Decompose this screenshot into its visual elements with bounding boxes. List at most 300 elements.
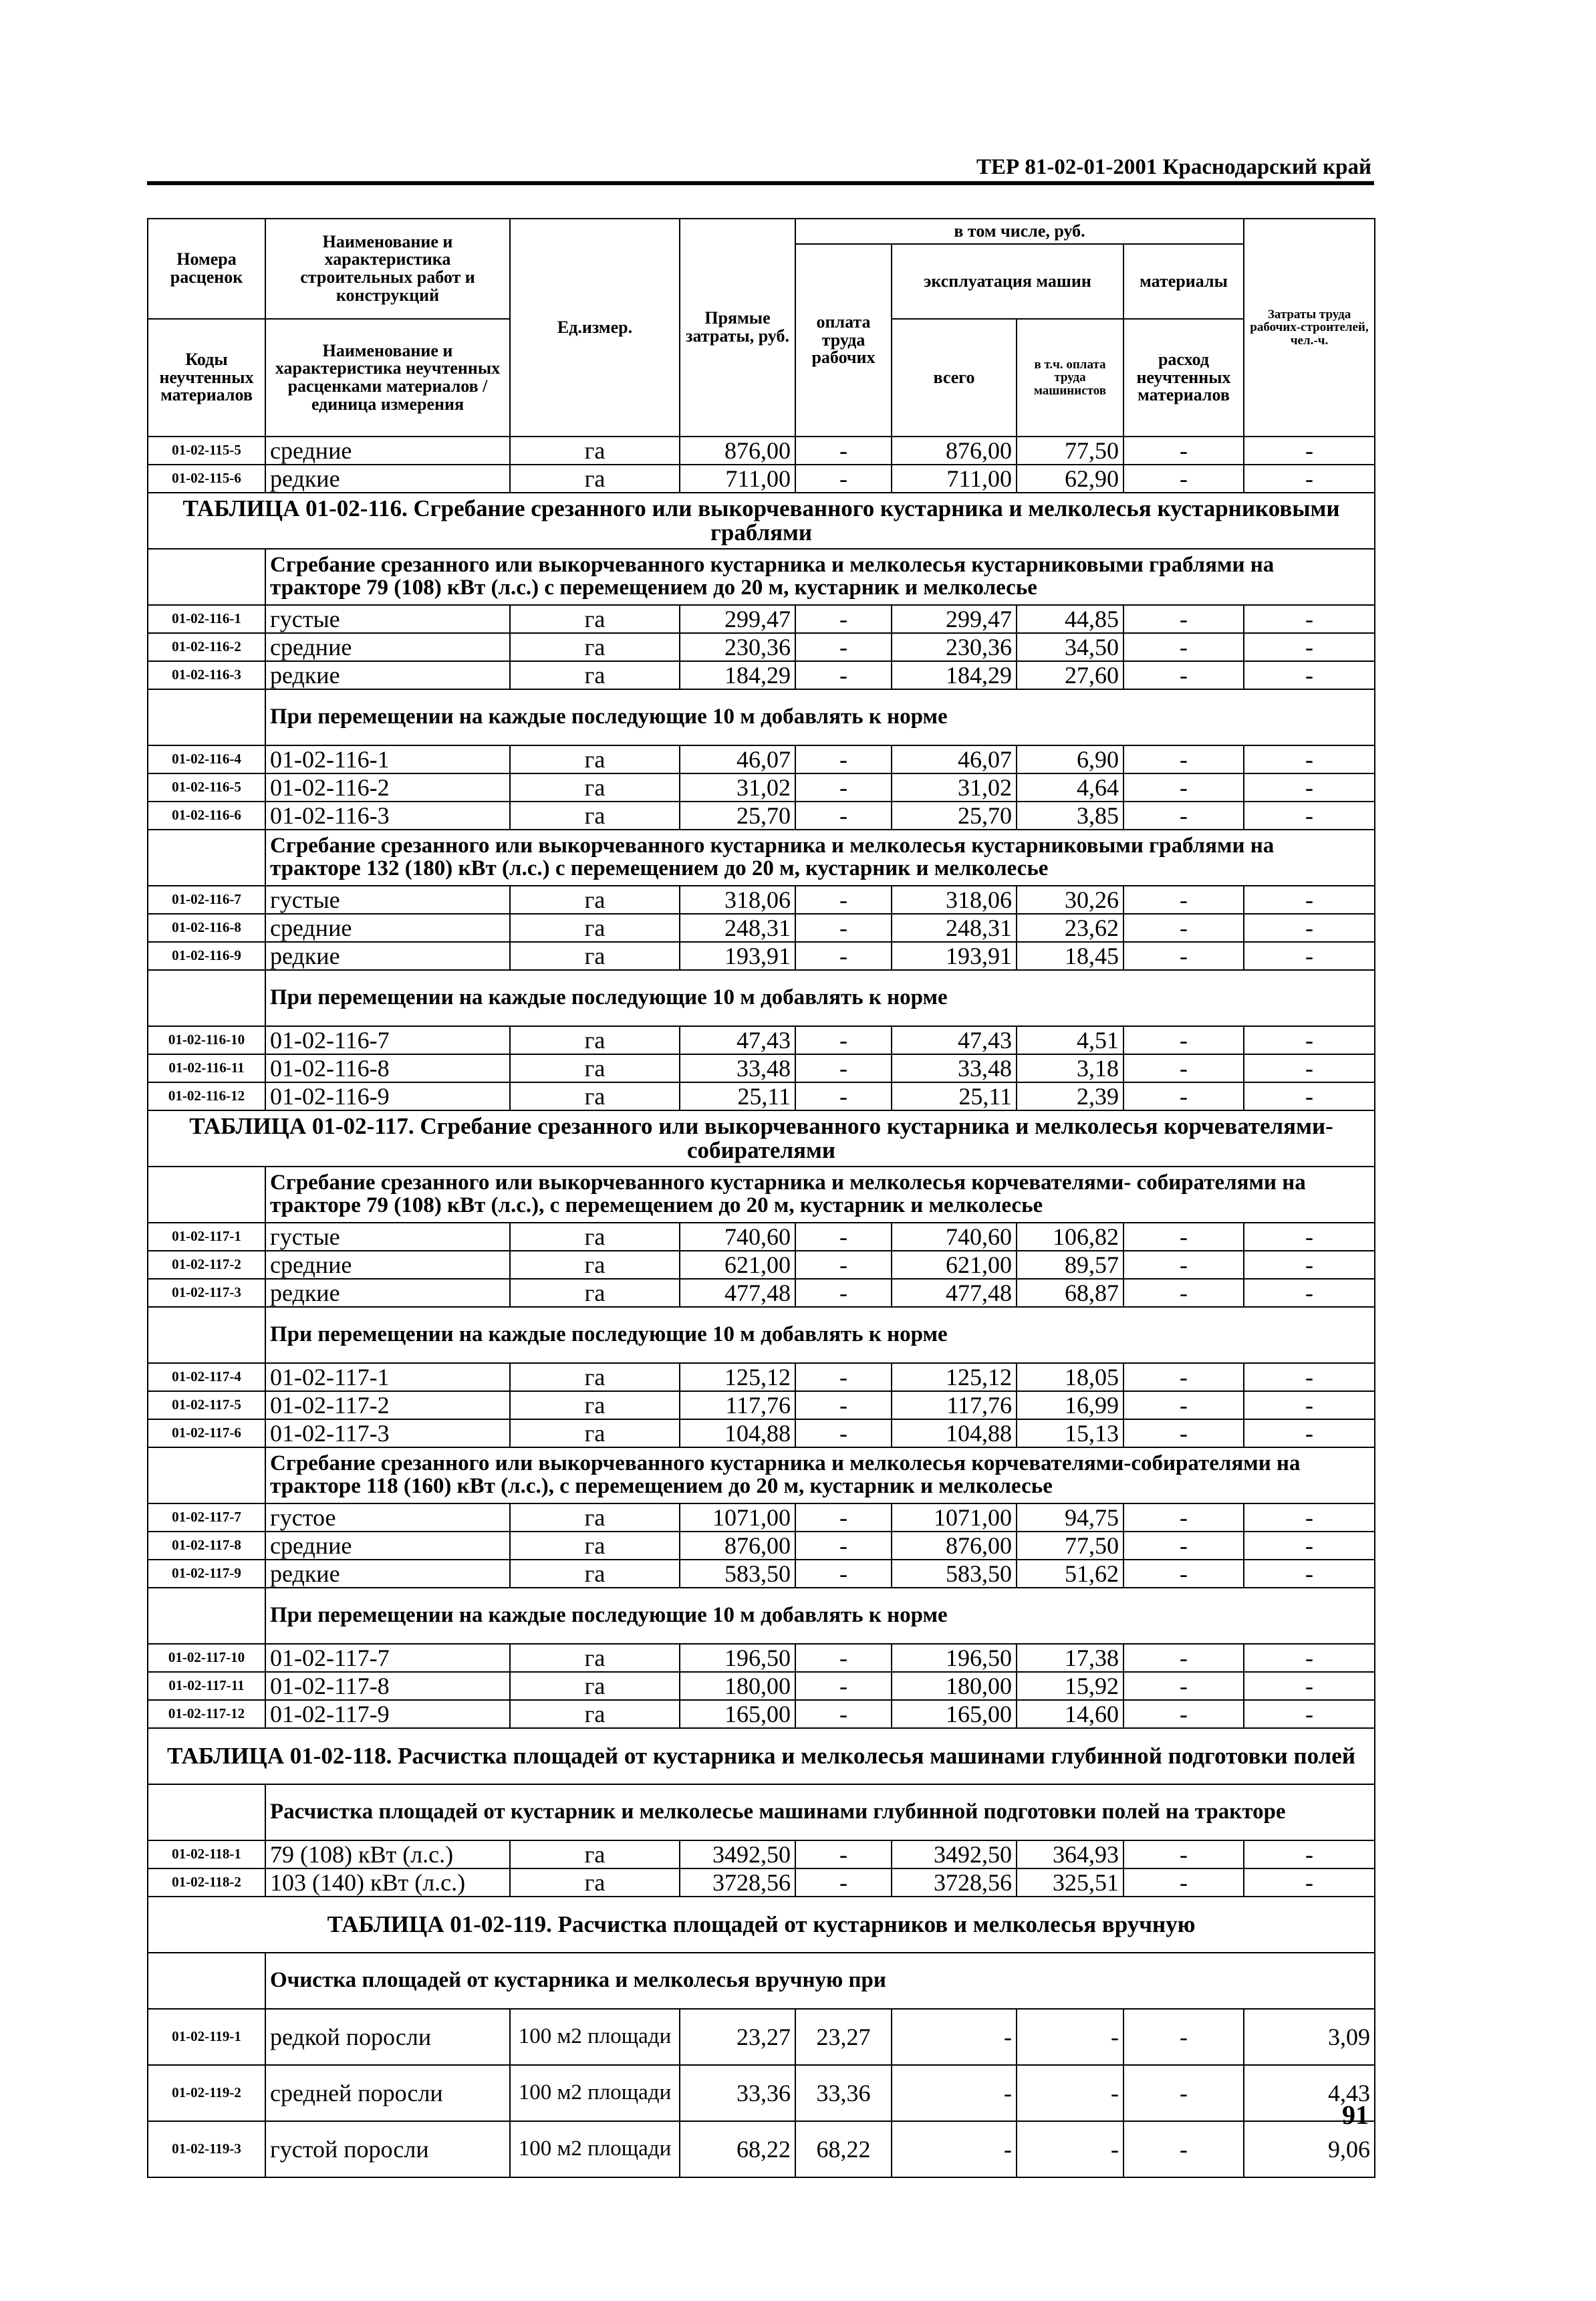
unit-cell: га: [510, 1868, 680, 1897]
labor-hours-cell: -: [1244, 1082, 1375, 1110]
drivers-pay-cell: 94,75: [1017, 1503, 1123, 1532]
empty-cell: [148, 1588, 265, 1644]
table-section-row: [148, 1110, 1375, 1167]
rate-code-cell: 01-02-117-8: [148, 1532, 265, 1560]
work-name-cell: редкие: [265, 942, 510, 970]
table-row: [148, 914, 1375, 942]
work-name-cell: 01-02-117-7: [265, 1644, 510, 1672]
materials-cell: -: [1123, 1223, 1244, 1251]
empty-cell: [148, 689, 265, 745]
col-consumption: расход неучтенных материалов: [1123, 319, 1244, 437]
unit-cell: га: [510, 802, 680, 830]
labor-hours-cell: -: [1244, 886, 1375, 914]
rate-code-cell: 01-02-116-7: [148, 886, 265, 914]
materials-cell: -: [1123, 1644, 1244, 1672]
labor-hours-cell: -: [1244, 1419, 1375, 1447]
unit-cell: га: [510, 1251, 680, 1279]
labor-pay-cell: -: [795, 1700, 892, 1728]
col-incl-drivers: в т.ч. оплата труда машинистов: [1017, 319, 1123, 437]
table-section-title: ТАБЛИЦА 01-02-118. Расчистка площадей от кустарника и мелколесья машинами глубинной подготовки полей: [148, 1728, 1375, 1784]
work-name-cell: средние: [265, 914, 510, 942]
unit-cell: га: [510, 437, 680, 465]
unit-cell: га: [510, 1644, 680, 1672]
table-row: [148, 605, 1375, 633]
unit-cell: га: [510, 1026, 680, 1054]
table-row: [148, 1363, 1375, 1391]
unit-cell: га: [510, 773, 680, 802]
drivers-pay-cell: 17,38: [1017, 1644, 1123, 1672]
rate-code-cell: 01-02-117-5: [148, 1391, 265, 1419]
machines-total-cell: 583,50: [892, 1560, 1017, 1588]
direct-cost-cell: 711,00: [680, 465, 795, 493]
machines-total-cell: 47,43: [892, 1026, 1017, 1054]
machines-total-cell: 3728,56: [892, 1868, 1017, 1897]
drivers-pay-cell: 44,85: [1017, 605, 1123, 633]
labor-hours-cell: 9,06: [1244, 2121, 1375, 2177]
direct-cost-cell: 583,50: [680, 1560, 795, 1588]
direct-cost-cell: 196,50: [680, 1644, 795, 1672]
rate-code-cell: 01-02-115-6: [148, 465, 265, 493]
table-row: [148, 2121, 1375, 2177]
labor-hours-cell: -: [1244, 1644, 1375, 1672]
table-row: [148, 1672, 1375, 1700]
direct-cost-cell: 248,31: [680, 914, 795, 942]
work-name-cell: редкие: [265, 1279, 510, 1307]
materials-cell: -: [1123, 745, 1244, 773]
labor-hours-cell: -: [1244, 605, 1375, 633]
unit-cell: га: [510, 1419, 680, 1447]
col-labor: Затраты труда рабочих-строителей, чел.-ч.: [1244, 219, 1375, 437]
rate-code-cell: 01-02-117-4: [148, 1363, 265, 1391]
drivers-pay-cell: 2,39: [1017, 1082, 1123, 1110]
rate-code-cell: 01-02-116-8: [148, 914, 265, 942]
table-section-title: ТАБЛИЦА 01-02-117. Сгребание срезанного или выкорчеванного кустарника и мелколесья корчевателями-собирателями: [148, 1110, 1375, 1167]
machines-total-cell: 31,02: [892, 773, 1017, 802]
drivers-pay-cell: 16,99: [1017, 1391, 1123, 1419]
labor-pay-cell: -: [795, 1560, 892, 1588]
labor-pay-cell: -: [795, 633, 892, 661]
rates-table: [147, 218, 1375, 2178]
labor-pay-cell: -: [795, 1672, 892, 1700]
drivers-pay-cell: 77,50: [1017, 437, 1123, 465]
rate-code-cell: 01-02-118-2: [148, 1868, 265, 1897]
col-incl: в том числе, руб.: [795, 219, 1244, 244]
subsection-title: Сгребание срезанного или выкорчеванного кустарника и мелколесья корчевателями-собирателями на тракторе 118 (160) кВт (л.с.), с перемещением до 20 м, кустарник и мелколесье: [265, 1447, 1375, 1503]
table-row: [148, 437, 1375, 465]
col-code-bottom: Коды неучтенных материалов: [148, 319, 265, 437]
labor-hours-cell: -: [1244, 437, 1375, 465]
unit-cell: га: [510, 1279, 680, 1307]
labor-hours-cell: -: [1244, 942, 1375, 970]
labor-pay-cell: -: [795, 942, 892, 970]
empty-cell: [148, 1953, 265, 2009]
work-name-cell: 79 (108) кВт (л.с.): [265, 1840, 510, 1868]
direct-cost-cell: 621,00: [680, 1251, 795, 1279]
unit-cell: га: [510, 1532, 680, 1560]
drivers-pay-cell: 4,64: [1017, 773, 1123, 802]
materials-cell: -: [1123, 1532, 1244, 1560]
direct-cost-cell: 25,11: [680, 1082, 795, 1110]
table-row: [148, 661, 1375, 689]
materials-cell: -: [1123, 2065, 1244, 2121]
table-subheading-row: [148, 1588, 1375, 1644]
col-machines-total: всего: [892, 319, 1017, 437]
direct-cost-cell: 125,12: [680, 1363, 795, 1391]
direct-cost-cell: 68,22: [680, 2121, 795, 2177]
direct-cost-cell: 184,29: [680, 661, 795, 689]
materials-cell: -: [1123, 1503, 1244, 1532]
labor-hours-cell: -: [1244, 1560, 1375, 1588]
unit-cell: 100 м2 площади: [510, 2065, 680, 2121]
labor-hours-cell: -: [1244, 914, 1375, 942]
direct-cost-cell: 33,36: [680, 2065, 795, 2121]
direct-cost-cell: 193,91: [680, 942, 795, 970]
unit-cell: га: [510, 1560, 680, 1588]
table-row: [148, 1419, 1375, 1447]
table-row: [148, 942, 1375, 970]
table-row: [148, 886, 1375, 914]
work-name-cell: густой поросли: [265, 2121, 510, 2177]
drivers-pay-cell: 3,18: [1017, 1054, 1123, 1082]
unit-cell: га: [510, 1700, 680, 1728]
work-name-cell: редкой поросли: [265, 2009, 510, 2065]
labor-pay-cell: -: [795, 1223, 892, 1251]
table-section-title: ТАБЛИЦА 01-02-116. Сгребание срезанного или выкорчеванного кустарника и мелколесья кустарниковыми граблями: [148, 493, 1375, 549]
unit-cell: га: [510, 942, 680, 970]
table-subheading-row: [148, 1784, 1375, 1840]
table-subheading-row: [148, 1953, 1375, 2009]
subsection-title: При перемещении на каждые последующие 10 м добавлять к норме: [265, 970, 1375, 1026]
header-rule: [147, 181, 1374, 185]
empty-cell: [148, 1167, 265, 1223]
materials-cell: -: [1123, 773, 1244, 802]
machines-total-cell: 25,70: [892, 802, 1017, 830]
drivers-pay-cell: 89,57: [1017, 1251, 1123, 1279]
labor-pay-cell: -: [795, 773, 892, 802]
rate-code-cell: 01-02-119-3: [148, 2121, 265, 2177]
drivers-pay-cell: -: [1017, 2009, 1123, 2065]
table-subheading-row: [148, 1307, 1375, 1363]
materials-cell: -: [1123, 914, 1244, 942]
subsection-title: Расчистка площадей от кустарник и мелколесье машинами глубинной подготовки полей на тракторе: [265, 1784, 1375, 1840]
materials-cell: -: [1123, 886, 1244, 914]
direct-cost-cell: 299,47: [680, 605, 795, 633]
work-name-cell: 01-02-116-9: [265, 1082, 510, 1110]
machines-total-cell: 104,88: [892, 1419, 1017, 1447]
table-row: [148, 2065, 1375, 2121]
labor-pay-cell: -: [795, 1644, 892, 1672]
col-name-top: Наименование и характеристика строительных работ и конструкций: [265, 219, 510, 319]
work-name-cell: 01-02-117-2: [265, 1391, 510, 1419]
table-row: [148, 1082, 1375, 1110]
direct-cost-cell: 31,02: [680, 773, 795, 802]
materials-cell: -: [1123, 437, 1244, 465]
materials-cell: -: [1123, 1560, 1244, 1588]
unit-cell: га: [510, 661, 680, 689]
labor-hours-cell: -: [1244, 1279, 1375, 1307]
materials-cell: -: [1123, 465, 1244, 493]
table-row: [148, 1700, 1375, 1728]
table-row: [148, 1840, 1375, 1868]
materials-cell: -: [1123, 1868, 1244, 1897]
labor-hours-cell: -: [1244, 773, 1375, 802]
work-name-cell: редкие: [265, 1560, 510, 1588]
drivers-pay-cell: 68,87: [1017, 1279, 1123, 1307]
rate-code-cell: 01-02-116-11: [148, 1054, 265, 1082]
direct-cost-cell: 477,48: [680, 1279, 795, 1307]
machines-total-cell: 196,50: [892, 1644, 1017, 1672]
work-name-cell: густые: [265, 1223, 510, 1251]
labor-hours-cell: -: [1244, 1672, 1375, 1700]
table-row: [148, 1503, 1375, 1532]
machines-total-cell: 740,60: [892, 1223, 1017, 1251]
machines-total-cell: 184,29: [892, 661, 1017, 689]
direct-cost-cell: 230,36: [680, 633, 795, 661]
drivers-pay-cell: 325,51: [1017, 1868, 1123, 1897]
labor-hours-cell: -: [1244, 1363, 1375, 1391]
empty-cell: [148, 549, 265, 605]
table-row: [148, 1868, 1375, 1897]
table-row: [148, 465, 1375, 493]
drivers-pay-cell: 3,85: [1017, 802, 1123, 830]
materials-cell: -: [1123, 1279, 1244, 1307]
materials-cell: -: [1123, 802, 1244, 830]
materials-cell: -: [1123, 942, 1244, 970]
machines-total-cell: 1071,00: [892, 1503, 1017, 1532]
machines-total-cell: 125,12: [892, 1363, 1017, 1391]
table-row: [148, 2009, 1375, 2065]
rate-code-cell: 01-02-118-1: [148, 1840, 265, 1868]
machines-total-cell: 180,00: [892, 1672, 1017, 1700]
work-name-cell: 01-02-117-8: [265, 1672, 510, 1700]
work-name-cell: густое: [265, 1503, 510, 1532]
materials-cell: -: [1123, 1251, 1244, 1279]
drivers-pay-cell: 18,45: [1017, 942, 1123, 970]
drivers-pay-cell: 77,50: [1017, 1532, 1123, 1560]
machines-total-cell: 477,48: [892, 1279, 1017, 1307]
materials-cell: -: [1123, 1026, 1244, 1054]
labor-hours-cell: -: [1244, 1503, 1375, 1532]
table-row: [148, 1532, 1375, 1560]
labor-pay-cell: -: [795, 745, 892, 773]
unit-cell: га: [510, 1503, 680, 1532]
rate-code-cell: 01-02-117-9: [148, 1560, 265, 1588]
materials-cell: -: [1123, 1363, 1244, 1391]
materials-cell: -: [1123, 1391, 1244, 1419]
table-row: [148, 633, 1375, 661]
machines-total-cell: 117,76: [892, 1391, 1017, 1419]
direct-cost-cell: 23,27: [680, 2009, 795, 2065]
unit-cell: га: [510, 1363, 680, 1391]
direct-cost-cell: 46,07: [680, 745, 795, 773]
work-name-cell: редкие: [265, 465, 510, 493]
labor-pay-cell: -: [795, 465, 892, 493]
rate-code-cell: 01-02-116-12: [148, 1082, 265, 1110]
drivers-pay-cell: -: [1017, 2121, 1123, 2177]
work-name-cell: 103 (140) кВт (л.с.): [265, 1868, 510, 1897]
page-number: 91: [1342, 2100, 1369, 2130]
work-name-cell: средние: [265, 1251, 510, 1279]
table-section-title: ТАБЛИЦА 01-02-119. Расчистка площадей от кустарников и мелколесья вручную: [148, 1897, 1375, 1953]
machines-total-cell: 876,00: [892, 1532, 1017, 1560]
labor-hours-cell: -: [1244, 1391, 1375, 1419]
materials-cell: -: [1123, 661, 1244, 689]
rate-code-cell: 01-02-116-5: [148, 773, 265, 802]
drivers-pay-cell: 30,26: [1017, 886, 1123, 914]
rate-code-cell: 01-02-117-11: [148, 1672, 265, 1700]
unit-cell: 100 м2 площади: [510, 2009, 680, 2065]
table-row: [148, 1054, 1375, 1082]
rate-code-cell: 01-02-117-7: [148, 1503, 265, 1532]
unit-cell: га: [510, 745, 680, 773]
drivers-pay-cell: 14,60: [1017, 1700, 1123, 1728]
drivers-pay-cell: 15,92: [1017, 1672, 1123, 1700]
labor-hours-cell: -: [1244, 633, 1375, 661]
drivers-pay-cell: -: [1017, 2065, 1123, 2121]
subsection-title: При перемещении на каждые последующие 10 м добавлять к норме: [265, 1307, 1375, 1363]
labor-hours-cell: -: [1244, 1026, 1375, 1054]
rate-code-cell: 01-02-116-10: [148, 1026, 265, 1054]
subsection-title: При перемещении на каждые последующие 10 м добавлять к норме: [265, 689, 1375, 745]
work-name-cell: густые: [265, 605, 510, 633]
machines-total-cell: 33,48: [892, 1054, 1017, 1082]
machines-total-cell: 46,07: [892, 745, 1017, 773]
labor-pay-cell: 68,22: [795, 2121, 892, 2177]
subsection-title: Сгребание срезанного или выкорчеванного кустарника и мелколесья корчевателями- собирателями на тракторе 79 (108) кВт (л.с.), с перемещением до 20 м, кустарник и мелколесье: [265, 1167, 1375, 1223]
unit-cell: га: [510, 1840, 680, 1868]
machines-total-cell: 3492,50: [892, 1840, 1017, 1868]
rate-code-cell: 01-02-116-9: [148, 942, 265, 970]
col-unit: Ед.измер.: [510, 219, 680, 437]
table-body: [148, 437, 1375, 2177]
materials-cell: -: [1123, 1840, 1244, 1868]
labor-pay-cell: -: [795, 886, 892, 914]
table-subheading-row: [148, 689, 1375, 745]
col-labor-pay: оплата труда рабочих: [795, 244, 892, 437]
labor-pay-cell: -: [795, 1026, 892, 1054]
materials-cell: -: [1123, 1700, 1244, 1728]
work-name-cell: средней поросли: [265, 2065, 510, 2121]
table-row: [148, 1644, 1375, 1672]
table-subheading-row: [148, 1167, 1375, 1223]
direct-cost-cell: 33,48: [680, 1054, 795, 1082]
empty-cell: [148, 1784, 265, 1840]
labor-hours-cell: -: [1244, 1700, 1375, 1728]
machines-total-cell: 25,11: [892, 1082, 1017, 1110]
unit-cell: га: [510, 1054, 680, 1082]
drivers-pay-cell: 15,13: [1017, 1419, 1123, 1447]
subsection-title: При перемещении на каждые последующие 10 м добавлять к норме: [265, 1588, 1375, 1644]
drivers-pay-cell: 18,05: [1017, 1363, 1123, 1391]
labor-hours-cell: -: [1244, 661, 1375, 689]
materials-cell: -: [1123, 1672, 1244, 1700]
table-row: [148, 802, 1375, 830]
rate-code-cell: 01-02-117-10: [148, 1644, 265, 1672]
table-subheading-row: [148, 830, 1375, 886]
drivers-pay-cell: 62,90: [1017, 465, 1123, 493]
work-name-cell: 01-02-116-3: [265, 802, 510, 830]
table-row: [148, 1251, 1375, 1279]
drivers-pay-cell: 106,82: [1017, 1223, 1123, 1251]
work-name-cell: густые: [265, 886, 510, 914]
machines-total-cell: -: [892, 2121, 1017, 2177]
rate-code-cell: 01-02-116-3: [148, 661, 265, 689]
table-subheading-row: [148, 970, 1375, 1026]
direct-cost-cell: 876,00: [680, 1532, 795, 1560]
labor-pay-cell: -: [795, 1419, 892, 1447]
machines-total-cell: 299,47: [892, 605, 1017, 633]
labor-hours-cell: -: [1244, 1251, 1375, 1279]
rate-code-cell: 01-02-117-2: [148, 1251, 265, 1279]
unit-cell: га: [510, 1082, 680, 1110]
machines-total-cell: 711,00: [892, 465, 1017, 493]
work-name-cell: средние: [265, 1532, 510, 1560]
labor-pay-cell: -: [795, 1279, 892, 1307]
machines-total-cell: 248,31: [892, 914, 1017, 942]
machines-total-cell: -: [892, 2009, 1017, 2065]
work-name-cell: редкие: [265, 661, 510, 689]
labor-pay-cell: -: [795, 1054, 892, 1082]
col-materials: материалы: [1123, 244, 1244, 319]
work-name-cell: 01-02-116-7: [265, 1026, 510, 1054]
table-section-row: [148, 1728, 1375, 1784]
table-row: [148, 1391, 1375, 1419]
direct-cost-cell: 1071,00: [680, 1503, 795, 1532]
labor-pay-cell: -: [795, 1082, 892, 1110]
labor-pay-cell: -: [795, 605, 892, 633]
labor-pay-cell: -: [795, 661, 892, 689]
labor-pay-cell: -: [795, 1503, 892, 1532]
labor-pay-cell: -: [795, 802, 892, 830]
labor-hours-cell: -: [1244, 465, 1375, 493]
work-name-cell: 01-02-116-2: [265, 773, 510, 802]
rate-code-cell: 01-02-116-6: [148, 802, 265, 830]
table-subheading-row: [148, 1447, 1375, 1503]
empty-cell: [148, 970, 265, 1026]
labor-hours-cell: -: [1244, 1868, 1375, 1897]
materials-cell: -: [1123, 1054, 1244, 1082]
labor-pay-cell: -: [795, 1251, 892, 1279]
work-name-cell: средние: [265, 437, 510, 465]
drivers-pay-cell: 34,50: [1017, 633, 1123, 661]
empty-cell: [148, 830, 265, 886]
table-subheading-row: [148, 549, 1375, 605]
direct-cost-cell: 3728,56: [680, 1868, 795, 1897]
machines-total-cell: 230,36: [892, 633, 1017, 661]
unit-cell: га: [510, 1223, 680, 1251]
table-section-row: [148, 1897, 1375, 1953]
unit-cell: га: [510, 886, 680, 914]
machines-total-cell: 165,00: [892, 1700, 1017, 1728]
labor-hours-cell: -: [1244, 1840, 1375, 1868]
unit-cell: га: [510, 465, 680, 493]
drivers-pay-cell: 23,62: [1017, 914, 1123, 942]
direct-cost-cell: 117,76: [680, 1391, 795, 1419]
table-row: [148, 1560, 1375, 1588]
direct-cost-cell: 740,60: [680, 1223, 795, 1251]
rate-code-cell: 01-02-119-1: [148, 2009, 265, 2065]
labor-hours-cell: -: [1244, 802, 1375, 830]
machines-total-cell: 318,06: [892, 886, 1017, 914]
unit-cell: га: [510, 914, 680, 942]
unit-cell: 100 м2 площади: [510, 2121, 680, 2177]
unit-cell: га: [510, 1672, 680, 1700]
direct-cost-cell: 180,00: [680, 1672, 795, 1700]
empty-cell: [148, 1307, 265, 1363]
table-row: [148, 745, 1375, 773]
work-name-cell: средние: [265, 633, 510, 661]
document-header-title: ТЕР 81-02-01-2001 Краснодарский край: [976, 155, 1371, 179]
